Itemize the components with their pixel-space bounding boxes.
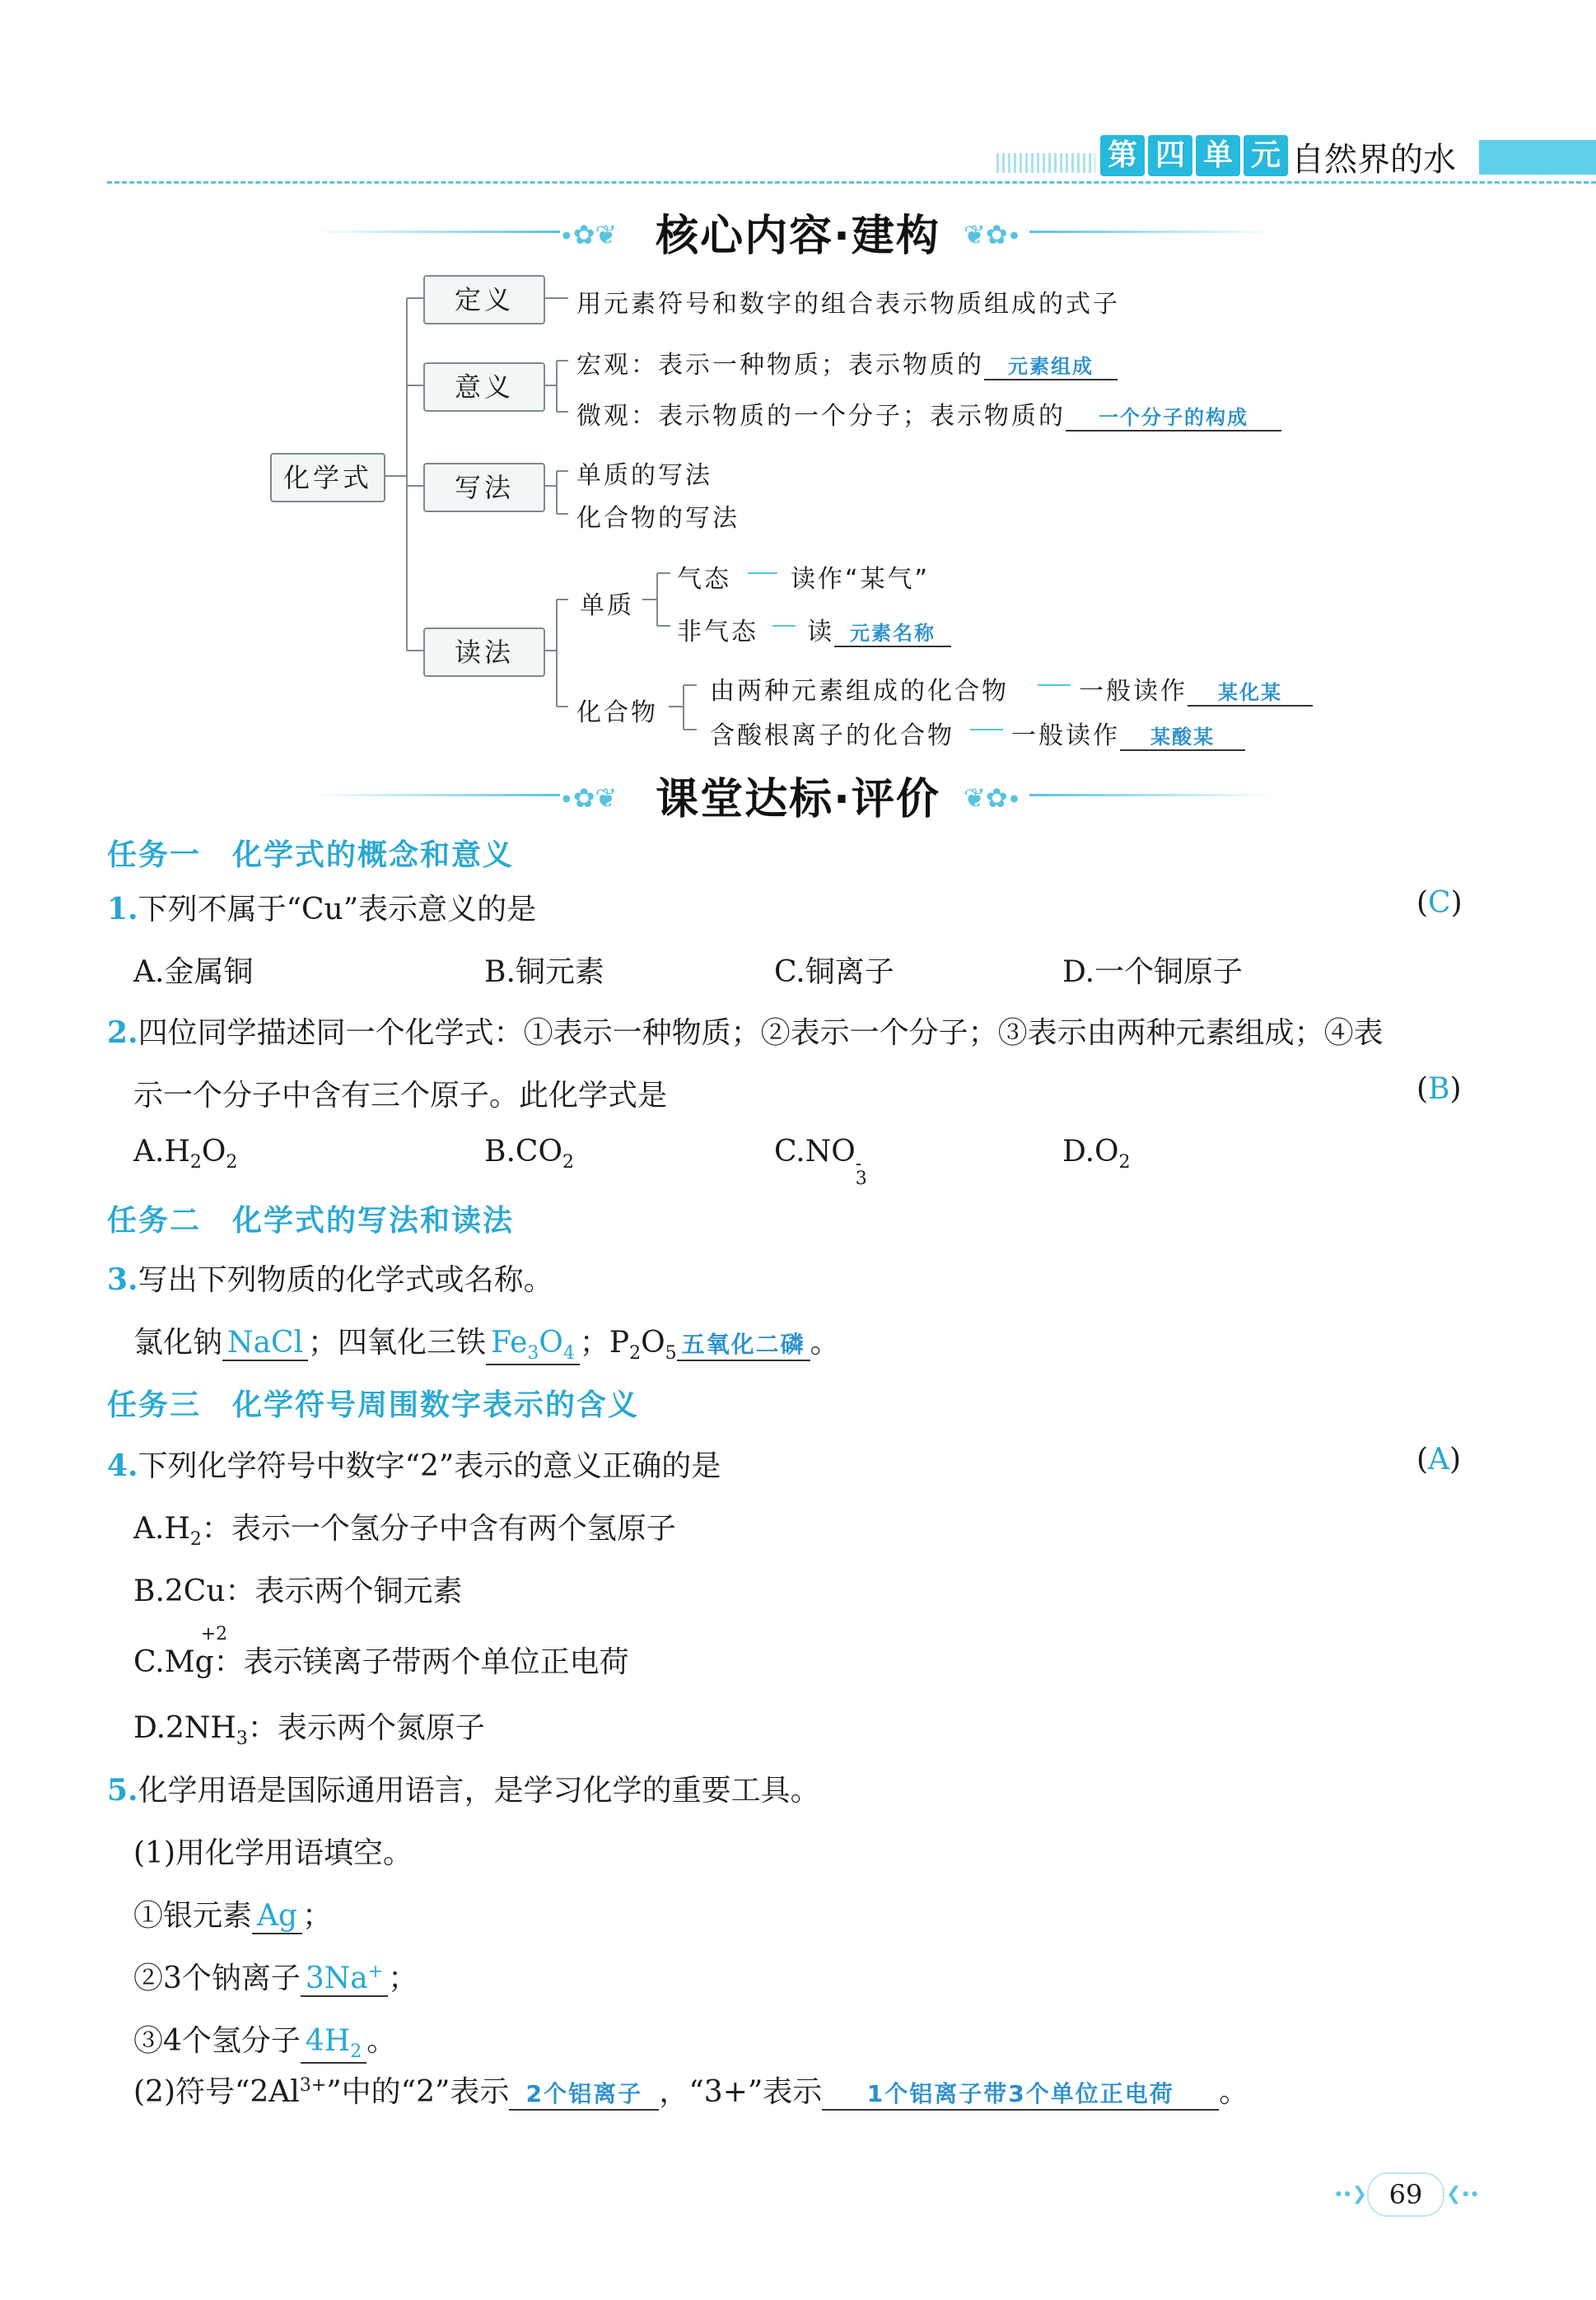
node-definition: 定义 bbox=[423, 275, 545, 324]
q4-option-b: B.2Cu：表示两个铜元素 bbox=[133, 1575, 463, 1608]
q4-stem: 4.下列化学符号中数字“2”表示的意义正确的是 bbox=[107, 1449, 721, 1483]
banner-right-ornament: ❦✿∙ bbox=[964, 782, 1021, 814]
q4-option-d: $D.2NH_3$：表示两个氮原子 bbox=[133, 1711, 485, 1750]
banner-title: 课堂达标·评价 bbox=[656, 775, 940, 824]
reading-gas: 气态 bbox=[677, 565, 731, 594]
q1-option-b: B.铜元素 bbox=[484, 955, 604, 989]
q1-stem: 1.下列不属于“Cu”表示意义的是 bbox=[107, 892, 537, 926]
definition-text: 用元素符号和数字的组合表示物质组成的式子 bbox=[576, 290, 1120, 319]
q2-option-c: C.NO - 3 bbox=[774, 1135, 867, 1189]
unit-title: 自然界的水 bbox=[1291, 141, 1456, 179]
q5-item2: ②3个钠离子 3Na+ ； bbox=[133, 1962, 418, 1995]
reading-gas-rule: 读作“某气” bbox=[791, 565, 931, 594]
banner-right-ornament: ❦✿∙ bbox=[964, 219, 1021, 250]
q1-answer: (C) bbox=[1416, 886, 1463, 920]
reading-compound-acid-rule: 一般读作 某酸某 bbox=[1011, 715, 1245, 751]
node-writing: 写法 bbox=[423, 463, 545, 512]
unit-char-4: 元 bbox=[1244, 135, 1288, 176]
unit-char-1: 第 bbox=[1100, 135, 1145, 176]
task2-heading: 任务二 化学式的写法和读法 bbox=[107, 1204, 515, 1238]
q1-option-d: D.一个铜原子 bbox=[1062, 955, 1244, 989]
reading-simple-label: 单质 bbox=[580, 591, 634, 620]
q4-answer: (A) bbox=[1416, 1443, 1462, 1477]
meaning-macro: 宏观：表示一种物质；表示物质的 元素组成 bbox=[576, 344, 1118, 380]
q2-option-a: $A.H_2O_2$ bbox=[133, 1135, 238, 1173]
meaning-micro: 微观：表示物质的一个分子；表示物质的 一个分子的构成 bbox=[576, 395, 1281, 432]
banner-left-ornament: ∙✿❦ bbox=[560, 782, 618, 814]
q2-option-d: $D.O_2$ bbox=[1062, 1135, 1131, 1173]
node-meaning: 意义 bbox=[423, 362, 545, 412]
q5-item1: ①银元素 Ag ； bbox=[133, 1899, 333, 1933]
reading-compound-binary: 由两种元素组成的化合物 bbox=[710, 677, 1009, 706]
reading-nongas: 非气态 bbox=[677, 618, 758, 646]
q2-answer: (B) bbox=[1416, 1072, 1462, 1106]
q1-option-c: C.铜离子 bbox=[774, 955, 894, 989]
q4-option-a: $A.H_2$：表示一个氢分子中含有两个氢原子 bbox=[133, 1512, 676, 1551]
q2-option-b: $B.CO_2$ bbox=[484, 1135, 574, 1173]
reading-compound-binary-rule: 一般读作 某化某 bbox=[1079, 670, 1313, 707]
q5-stem: 5.化学用语是国际通用语言，是学习化学的重要工具。 bbox=[107, 1773, 820, 1808]
q5-part2: (2)符号“$2Al^{3+}$”中的“2”表示 2个铝离子 ，“3+”表示 1个铝离子带3个单位正电荷 。 bbox=[133, 2075, 1249, 2109]
q2-stem-line1: 2.四位同学描述同一个化学式：①表示一种物质；②表示一个分子；③表示由两种元素组成；④表 bbox=[107, 1015, 1384, 1050]
writing-compound: 化合物的写法 bbox=[576, 504, 740, 533]
q1-option-a: A.金属铜 bbox=[133, 955, 254, 989]
mindmap-root: 化学式 bbox=[270, 453, 385, 502]
q2-stem-line2: 示一个分子中含有三个原子。此化学式是 bbox=[133, 1079, 668, 1113]
q5-item3: ③4个氢分子 $4H_2$ 。 bbox=[133, 2024, 397, 2063]
valence-mark: +2 bbox=[200, 1624, 228, 1645]
q5-part1: (1)用化学用语填空。 bbox=[133, 1836, 413, 1870]
page-number-deco-right: ❮∙∙ bbox=[1446, 2184, 1480, 2204]
section-banner-assessment bbox=[0, 758, 1596, 832]
page-number-deco-left: ∙∙❯ bbox=[1334, 2184, 1368, 2204]
writing-simple: 单质的写法 bbox=[576, 461, 712, 490]
unit-char-2: 四 bbox=[1148, 135, 1192, 176]
banner-title: 核心内容·建构 bbox=[656, 212, 940, 261]
task3-heading: 任务三 化学符号周围数字表示的含义 bbox=[107, 1388, 640, 1422]
task1-heading: 任务一 化学式的概念和意义 bbox=[107, 838, 515, 872]
node-reading: 读法 bbox=[423, 627, 545, 677]
q4-option-c: C. +2 Mg：表示镁离子带两个单位正电荷 bbox=[133, 1624, 629, 1679]
mindmap-connectors bbox=[0, 0, 1596, 782]
q3-answers: 氯化钠 NaCl ；四氧化三铁 $Fe_3O_4$ ；$P_2O_5$ 五氧化二磷 。 bbox=[133, 1326, 840, 1365]
reading-compound-label: 化合物 bbox=[576, 698, 658, 727]
unit-char-3: 单 bbox=[1196, 135, 1240, 176]
banner-left-ornament: ∙✿❦ bbox=[560, 219, 618, 250]
page-number: 69 bbox=[1367, 2172, 1444, 2217]
reading-nongas-rule: 读 元素名称 bbox=[807, 611, 951, 647]
q3-stem: 3.写出下列物质的化学式或名称。 bbox=[107, 1262, 553, 1297]
reading-compound-acid: 含酸根离子的化合物 bbox=[710, 721, 954, 750]
